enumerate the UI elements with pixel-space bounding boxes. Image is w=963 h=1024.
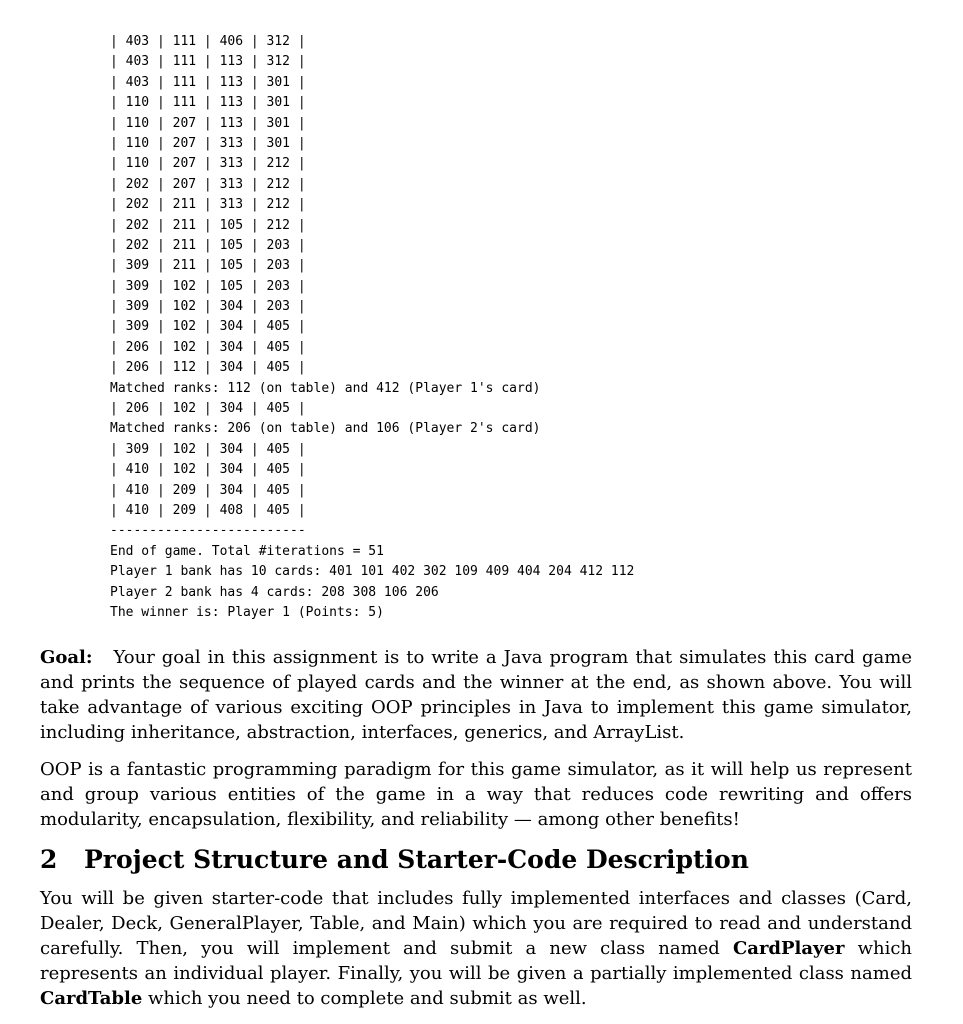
oop-text: OOP is a fantastic programming paradigm for this game simulator, as it will help us represent and group various entities of the game in a way that reduces code rewriting and offers modularity, encapsulation, flexibility, and reliability — among other benefits! (40, 759, 912, 830)
goal-paragraph (40, 645, 912, 745)
console-line: | 110 | 207 | 313 | 212 | (110, 156, 306, 172)
structure-text-2: which represents an individual player. Finally, you will be given a partially implemented class named (40, 938, 912, 984)
console-line: | 309 | 102 | 304 | 405 | (110, 319, 306, 335)
section-title: Project Structure and Starter-Code Description (84, 845, 749, 874)
console-line: Player 1 bank has 10 cards: 401 101 402 302 109 409 404 204 412 112 (110, 564, 635, 580)
console-line: Matched ranks: 112 (on table) and 412 (Player 1's card) (110, 380, 541, 396)
class-name-cardtable: CardTable (40, 988, 143, 1009)
console-line: | 206 | 112 | 304 | 405 | (110, 360, 306, 376)
console-output (110, 32, 634, 623)
console-line: The winner is: Player 1 (Points: 5) (110, 604, 384, 620)
console-line: | 403 | 111 | 113 | 301 | (110, 74, 306, 90)
section-number: 2 (40, 845, 58, 874)
console-line: | 309 | 102 | 304 | 405 | (110, 441, 306, 457)
structure-text-3: which you need to complete and submit as well. (142, 988, 587, 1009)
console-line: | 206 | 102 | 304 | 405 | (110, 339, 306, 355)
console-line: | 202 | 211 | 105 | 203 | (110, 237, 306, 253)
console-line: | 202 | 211 | 105 | 212 | (110, 217, 306, 233)
console-line: | 110 | 207 | 113 | 301 | (110, 115, 306, 131)
console-line: | 110 | 111 | 113 | 301 | (110, 95, 306, 111)
console-line: ------------------------- (110, 523, 306, 539)
console-line: Matched ranks: 206 (on table) and 106 (Player 2's card) (110, 421, 541, 437)
console-line: Player 2 bank has 4 cards: 208 308 106 206 (110, 584, 439, 600)
goal-text: Your goal in this assignment is to write a Java program that simulates this card game and prints the sequence of played cards and the winner at the end, as shown above. You will take advantage of various exciting OOP principles in Java to implement this game simulator, including inheritance, abstraction, interfaces, generics, and ArrayList. (40, 647, 912, 743)
oop-paragraph (40, 757, 912, 832)
console-line: | 410 | 209 | 408 | 405 | (110, 502, 306, 518)
console-line: | 410 | 102 | 304 | 405 | (110, 462, 306, 478)
console-line: | 309 | 102 | 105 | 203 | (110, 278, 306, 294)
structure-text-1: You will be given starter-code that includes fully implemented interfaces and classes (Card, Dealer, Deck, GeneralPlayer, Table, and Main) which you are required to read and understand carefully. Then, you will implement and submit a new class named (40, 888, 912, 959)
console-line: End of game. Total #iterations = 51 (110, 543, 384, 559)
structure-paragraph (40, 886, 912, 1011)
console-line: | 202 | 211 | 313 | 212 | (110, 197, 306, 213)
class-name-cardplayer: CardPlayer (732, 938, 845, 959)
console-line: | 206 | 102 | 304 | 405 | (110, 401, 306, 417)
goal-label: Goal: (40, 647, 93, 668)
console-line: | 309 | 102 | 304 | 203 | (110, 299, 306, 315)
document-body (40, 645, 912, 1023)
console-line: | 403 | 111 | 113 | 312 | (110, 54, 306, 70)
console-line: | 403 | 111 | 406 | 312 | (110, 34, 306, 49)
console-line: | 309 | 211 | 105 | 203 | (110, 258, 306, 274)
console-line: | 202 | 207 | 313 | 212 | (110, 176, 306, 192)
section-heading (40, 844, 912, 876)
console-line: | 110 | 207 | 313 | 301 | (110, 135, 306, 151)
console-line: | 410 | 209 | 304 | 405 | (110, 482, 306, 498)
